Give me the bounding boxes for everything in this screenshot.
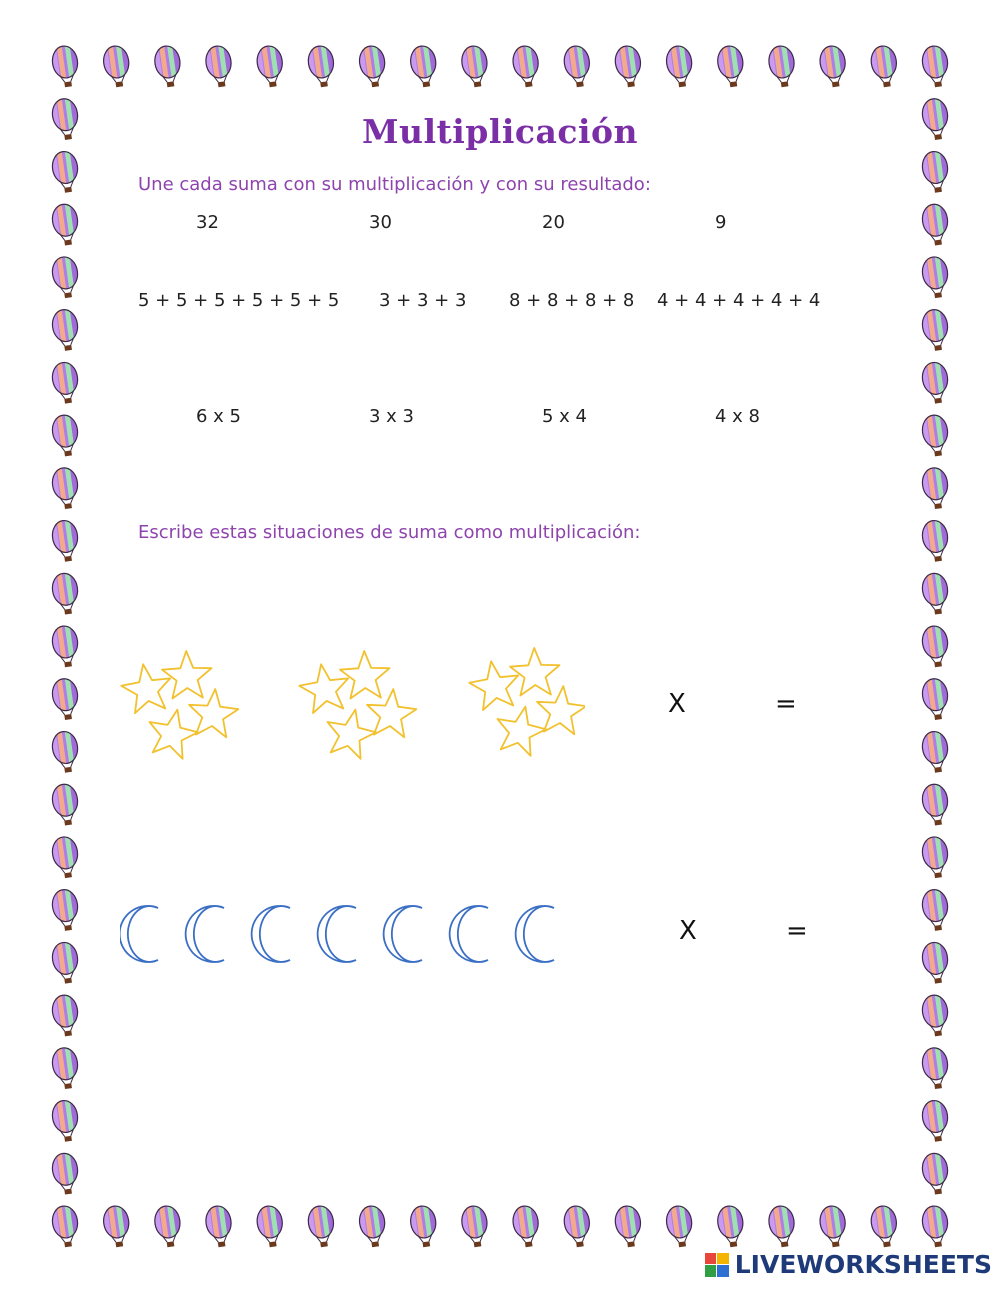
balloon-icon [920,676,952,721]
balloon-icon [50,834,82,879]
star-icon [498,707,546,756]
star-icon [299,664,348,713]
balloon-icon [920,782,952,827]
balloon-icon [357,43,389,88]
stars-times-sign: X [668,689,686,719]
result-4[interactable]: 9 [715,212,727,233]
sum-4[interactable]: 4 + 4 + 4 + 4 + 4 [657,290,821,311]
balloon-icon [920,1098,952,1143]
balloon-icon [50,940,82,985]
logo-blocks-icon [705,1253,729,1277]
sum-3[interactable]: 8 + 8 + 8 + 8 [509,290,635,311]
balloon-icon [203,43,235,88]
balloon-icon [50,1203,82,1248]
moons-illustration [120,900,580,970]
liveworksheets-logo [705,1250,992,1279]
balloon-icon [920,571,952,616]
moon-icon [252,906,290,962]
balloon-icon [459,1203,491,1248]
balloon-icon [869,1203,901,1248]
sum-1[interactable]: 5 + 5 + 5 + 5 + 5 + 5 [138,290,340,311]
star-icon [510,648,560,696]
moon-icon [516,906,554,962]
balloon-icon [50,1151,82,1196]
balloon-icon [766,43,798,88]
balloon-icon [50,992,82,1037]
result-1[interactable]: 32 [196,212,219,233]
moon-icon [120,906,158,962]
balloon-icon [817,43,849,88]
balloon-icon [817,1203,849,1248]
balloon-icon [152,43,184,88]
balloon-icon [920,518,952,563]
balloon-icon [920,360,952,405]
moons-equals-sign: = [786,916,808,946]
balloon-icon [101,1203,133,1248]
balloon-icon [50,307,82,352]
product-2[interactable]: 3 x 3 [369,406,414,427]
moon-icon [450,906,488,962]
balloon-icon [920,729,952,774]
balloon-icon [50,149,82,194]
star-icon [162,651,212,699]
page-title: Multiplicación [361,112,639,151]
balloon-icon [613,1203,645,1248]
balloon-icon [920,887,952,932]
balloon-icon [50,623,82,668]
balloon-icon [664,1203,696,1248]
balloon-icon [920,1151,952,1196]
balloon-icon [715,43,747,88]
balloon-icon [920,465,952,510]
star-icon [328,710,376,759]
balloon-icon [50,43,82,88]
balloon-icon [152,1203,184,1248]
balloon-icon [50,1045,82,1090]
balloon-icon [766,1203,798,1248]
balloon-icon [920,202,952,247]
balloon-icon [920,940,952,985]
result-2[interactable]: 30 [369,212,392,233]
balloon-icon [50,571,82,616]
balloon-icon [203,1203,235,1248]
balloon-icon [920,1045,952,1090]
star-icon [121,664,170,713]
star-icon [189,689,238,737]
balloon-icon [613,43,645,88]
balloon-icon [920,149,952,194]
sum-2[interactable]: 3 + 3 + 3 [379,290,467,311]
balloon-icon [50,1098,82,1143]
balloon-icon [510,43,542,88]
moon-icon [384,906,422,962]
balloon-icon [715,1203,747,1248]
balloon-icon [920,307,952,352]
stars-illustration [105,645,585,770]
balloon-icon [254,1203,286,1248]
star-icon [469,661,518,710]
balloon-icon [920,1203,952,1248]
balloon-icon [50,412,82,457]
balloon-icon [408,43,440,88]
logo-text: LIVEWORKSHEETS [734,1250,992,1279]
product-1[interactable]: 6 x 5 [196,406,241,427]
star-icon [367,689,416,737]
balloon-icon [50,729,82,774]
balloon-icon [101,43,133,88]
balloon-icon [920,834,952,879]
balloon-icon [306,43,338,88]
result-3[interactable]: 20 [542,212,565,233]
balloon-icon [357,1203,389,1248]
balloon-icon [920,623,952,668]
moon-icon [318,906,356,962]
balloon-icon [50,518,82,563]
balloon-icon [459,43,491,88]
balloon-icon [869,43,901,88]
balloon-icon [562,43,594,88]
balloon-icon [50,782,82,827]
balloon-icon [50,202,82,247]
stars-equals-sign: = [775,689,797,719]
balloon-icon [920,412,952,457]
balloon-icon [664,43,696,88]
balloon-icon [50,465,82,510]
balloon-icon [50,676,82,721]
instruction-write: Escribe estas situaciones de suma como multiplicación: [138,522,641,543]
product-4[interactable]: 4 x 8 [715,406,760,427]
balloon-icon [920,43,952,88]
balloon-icon [510,1203,542,1248]
balloon-icon [408,1203,440,1248]
balloon-icon [50,360,82,405]
star-icon [537,686,585,734]
balloon-icon [50,887,82,932]
balloon-icon [920,992,952,1037]
star-icon [150,710,198,759]
moon-icon [186,906,224,962]
star-icon [340,651,390,699]
balloon-icon [562,1203,594,1248]
balloon-icon [920,254,952,299]
moons-times-sign: X [679,916,697,946]
balloon-icon [254,43,286,88]
balloon-icon [306,1203,338,1248]
product-3[interactable]: 5 x 4 [542,406,587,427]
instruction-match: Une cada suma con su multiplicación y con su resultado: [138,174,651,195]
balloon-icon [50,254,82,299]
